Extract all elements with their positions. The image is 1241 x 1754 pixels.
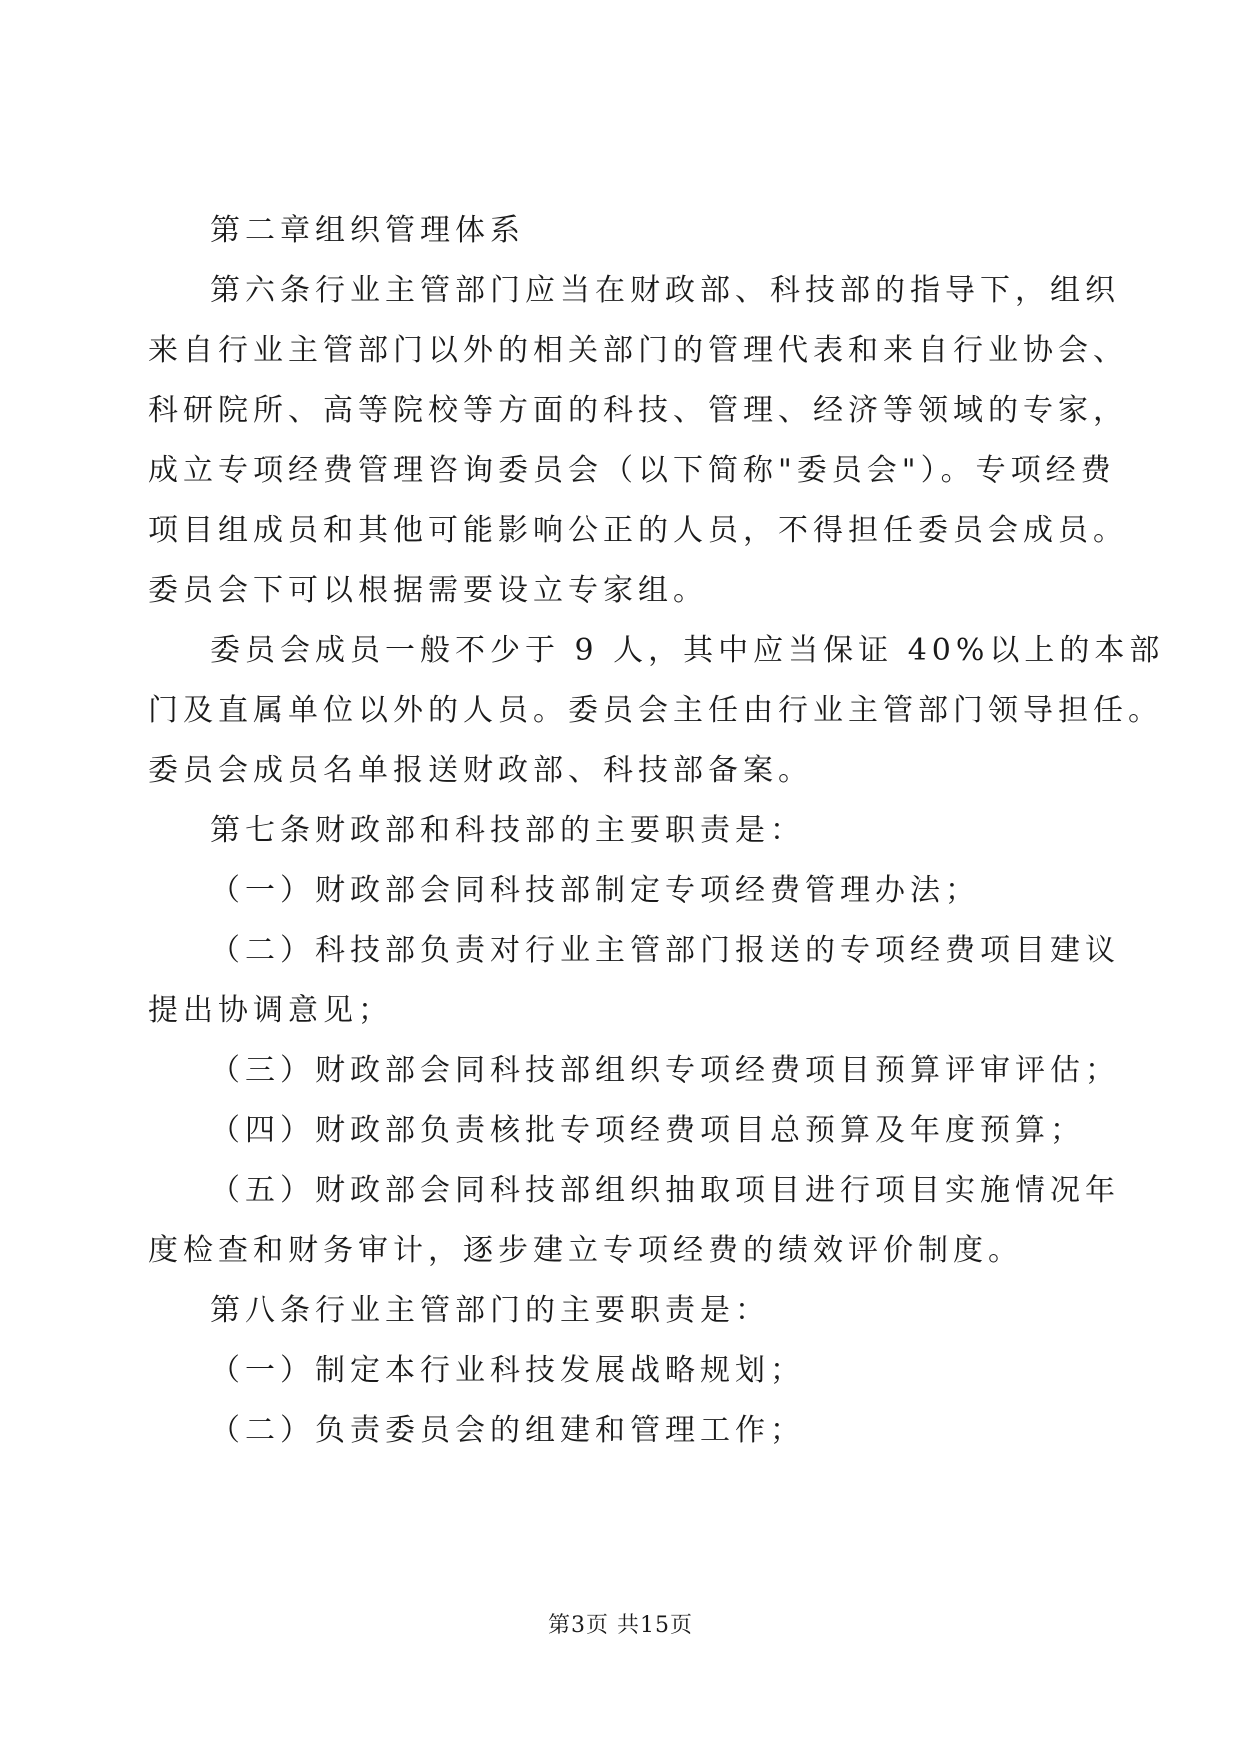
list-item: （四）财政部负责核批专项经费项目总预算及年度预算； [210,1113,1085,1148]
paragraph-line: 委员会成员名单报送财政部、科技部备案。 [148,753,813,788]
list-item-continuation: 度检查和财务审计，逐步建立专项经费的绩效评价制度。 [148,1233,1023,1268]
page-footer: 第3页 共15页 [548,1613,693,1638]
paragraph-line: 门及直属单位以外的人员。委员会主任由行业主管部门领导担任。 [148,693,1163,728]
list-item: （一）制定本行业科技发展战略规划； [210,1353,805,1388]
paragraph-line: 科研院所、高等院校等方面的科技、管理、经济等领域的专家， [148,393,1128,428]
article-heading: 第七条财政部和科技部的主要职责是： [210,813,805,848]
list-item: （二）负责委员会的组建和管理工作； [210,1413,805,1448]
paragraph-line: 委员会下可以根据需要设立专家组。 [148,573,708,608]
chapter-heading: 第二章组织管理体系 [210,213,525,248]
paragraph-line: 成立专项经费管理咨询委员会（以下简称"委员会"）。专项经费 [148,453,1116,488]
list-item-continuation: 提出协调意见； [148,993,393,1028]
paragraph-line: 第六条行业主管部门应当在财政部、科技部的指导下，组织 [210,273,1120,308]
paragraph-line: 项目组成员和其他可能影响公正的人员，不得担任委员会成员。 [148,513,1128,548]
list-item: （二）科技部负责对行业主管部门报送的专项经费项目建议 [210,933,1120,968]
article-heading: 第八条行业主管部门的主要职责是： [210,1293,770,1328]
paragraph-line: 来自行业主管部门以外的相关部门的管理代表和来自行业协会、 [148,333,1128,368]
paragraph-line: 委员会成员一般不少于 9 人，其中应当保证 40%以上的本部 [210,633,1165,668]
list-item: （五）财政部会同科技部组织抽取项目进行项目实施情况年 [210,1173,1120,1208]
list-item: （一）财政部会同科技部制定专项经费管理办法； [210,873,980,908]
list-item: （三）财政部会同科技部组织专项经费项目预算评审评估； [210,1053,1120,1088]
